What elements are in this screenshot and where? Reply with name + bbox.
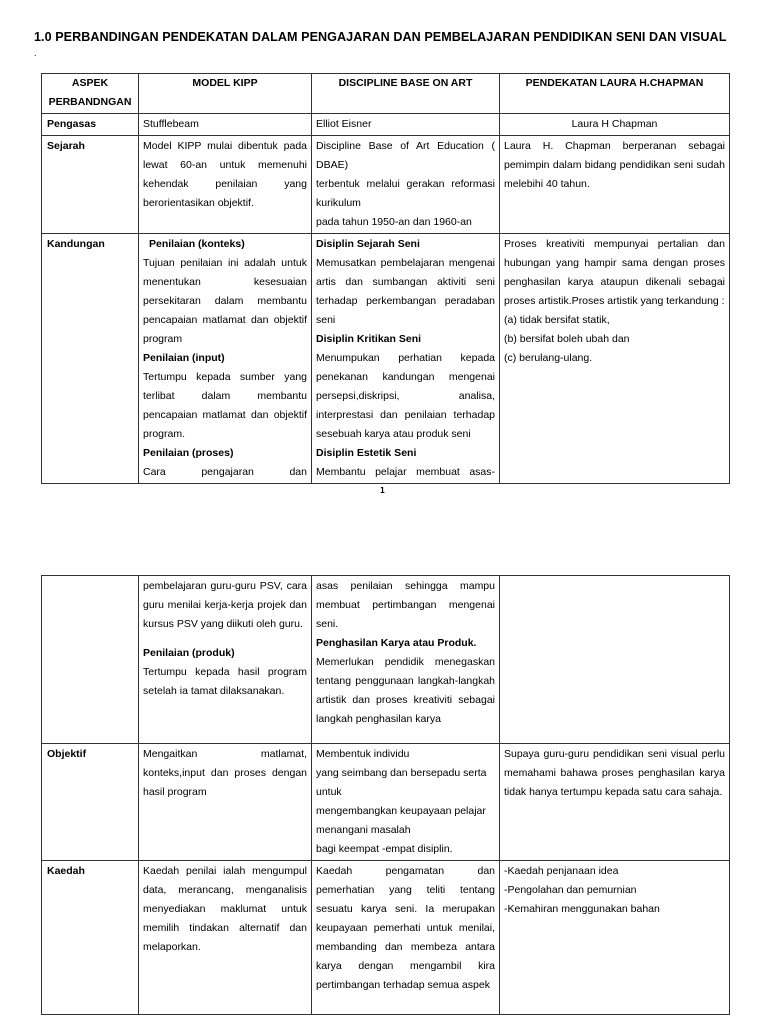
table-header-row (42, 74, 730, 114)
stray-dot: . (34, 48, 37, 58)
kipp-heading-input: Penilaian (input) (143, 352, 225, 364)
chapman-item-c: (c) berulang-ulang. (504, 352, 593, 364)
kandungan-dbae (312, 234, 500, 484)
row-objektif (42, 744, 730, 861)
kandungan-cont-kipp (139, 576, 312, 744)
chapman-item-b: (b) bersifat boleh ubah dan (504, 333, 630, 345)
kaedah-chapman-line-1: -Kaedah penjanaan idea (504, 865, 619, 877)
kandungan-cont-dbae (312, 576, 500, 744)
objektif-dbae-line-4: bagi keempat -empat disiplin. (316, 843, 453, 855)
kaedah-chapman (500, 861, 730, 1015)
sejarah-kipp: Model KIPP mulai dibentuk pada lewat 60-an untuk memenuhi kehendak penilaian yang berorientasikan objektif. (139, 136, 312, 234)
spacer (143, 634, 307, 644)
sejarah-dbae (312, 136, 500, 234)
dbae-text-estetik: Membantu pelajar membuat asas- (316, 466, 495, 478)
kipp-text-produk: Tertumpu kepada hasil program setelah ia tamat dilaksanakan. (143, 666, 307, 697)
kaedah-kipp: Kaedah penilai ialah mengumpul data, merancang, menganalisis menyediakan maklumat untuk memilih tindakan alternatif dan melaporkan. (139, 861, 312, 1015)
objektif-kipp: Mengaitkan matlamat, konteks,input dan proses dengan hasil program (139, 744, 312, 861)
dbae-text-sejarah: Memusatkan pembelajaran mengenai artis dan sumbangan aktiviti seni terhadap perkembangan peradaban seni (316, 257, 495, 326)
label-pengasas: Pengasas (42, 114, 139, 136)
row-pengasas (42, 114, 730, 136)
chapman-item-a: (a) tidak bersifat statik, (504, 314, 610, 326)
kipp-heading-konteks: Penilaian (konteks) (149, 238, 245, 250)
comparison-table-page-1 (41, 73, 730, 484)
sejarah-dbae-line-2: terbentuk melalui gerakan reformasi kurikulum (316, 178, 495, 209)
document-title: 1.0 PERBANDINGAN PENDEKATAN DALAM PENGAJARAN DAN PEMBELAJARAN PENDIDIKAN SENI DAN VISUAL (34, 30, 727, 44)
header-dbae: DISCIPLINE BASE ON ART (312, 74, 500, 114)
objektif-dbae-line-1: Membentuk individu (316, 748, 410, 760)
pengasas-dbae: Elliot Eisner (312, 114, 500, 136)
pengasas-chapman: Laura H Chapman (500, 114, 730, 136)
kaedah-dbae: Kaedah pengamatan dan pemerhatian yang teliti tentang sesuatu karya seni. Ia merupakan keupayaan pemerhati untuk menilai, membanding dan membeza antara karya dengan mengambil kira pertimbangan terhadap semua aspek (312, 861, 500, 1015)
row-kaedah (42, 861, 730, 1015)
objektif-dbae-line-2: yang seimbang dan bersepadu serta untuk (316, 767, 487, 798)
kandungan-cont-label (42, 576, 139, 744)
kipp-text-konteks: Tujuan penilaian ini adalah untuk menentukan kesesuaian persekitaran dalam membantu pencapaian matlamat dan objektif program (143, 257, 307, 345)
sejarah-dbae-line-3: pada tahun 1950-an dan 1960-an (316, 216, 472, 228)
dbae-heading-kritikan: Disiplin Kritikan Seni (316, 333, 422, 345)
kandungan-kipp (139, 234, 312, 484)
label-kaedah: Kaedah (42, 861, 139, 1015)
kipp-text-proses-cont: pembelajaran guru-guru PSV, cara guru menilai kerja-kerja projek dan kursus PSV yang diikuti oleh guru. (143, 580, 307, 630)
row-kandungan-continued (42, 576, 730, 744)
header-chapman: PENDEKATAN LAURA H.CHAPMAN (500, 74, 730, 114)
pengasas-kipp: Stufflebeam (139, 114, 312, 136)
row-sejarah (42, 136, 730, 234)
sejarah-chapman: Laura H. Chapman berperanan sebagai pemimpin dalam bidang pendidikan seni sudah melebihi 40 tahun. (500, 136, 730, 234)
sejarah-dbae-line-1: Discipline Base of Art Education ( DBAE) (316, 140, 495, 171)
kipp-heading-proses: Penilaian (proses) (143, 447, 234, 459)
dbae-text-penghasilan: Memerlukan pendidik menegaskan tentang penggunaan langkah-langkah artistik dan proses kreativiti sebagai langkah penghasilan karya (316, 656, 495, 725)
dbae-text-estetik-cont: asas penilaian sehingga mampu membuat pertimbangan mengenai seni. (316, 580, 495, 630)
label-objektif: Objektif (42, 744, 139, 861)
objektif-dbae (312, 744, 500, 861)
objektif-chapman: Supaya guru-guru pendidikan seni visual perlu memahami bahawa proses penghasilan karya tidak hanya tertumpu kepada satu cara sahaja. (500, 744, 730, 861)
dbae-heading-sejarah: Disiplin Sejarah Seni (316, 238, 420, 250)
kaedah-chapman-line-2: -Pengolahan dan pemurnian (504, 884, 637, 896)
header-kipp: MODEL KIPP (139, 74, 312, 114)
dbae-heading-penghasilan: Penghasilan Karya atau Produk. (316, 637, 477, 649)
dbae-heading-estetik: Disiplin Estetik Seni (316, 447, 417, 459)
label-kandungan: Kandungan (42, 234, 139, 484)
kipp-text-input: Tertumpu kepada sumber yang terlibat dalam membantu pencapaian matlamat dan objektif program. (143, 371, 307, 440)
label-sejarah: Sejarah (42, 136, 139, 234)
kipp-text-proses: Cara pengajaran dan (143, 466, 307, 478)
dbae-text-kritikan: Menumpukan perhatian kepada penekanan kandungan mengenai persepsi,diskripsi, analisa, interprestasi dan penilaian terhadap sesebuah karya atau produk seni (316, 352, 495, 440)
row-kandungan (42, 234, 730, 484)
objektif-dbae-line-3: mengembangkan keupayaan pelajar menangani masalah (316, 805, 486, 836)
page-number: 1 (380, 486, 385, 495)
comparison-table-page-2 (41, 575, 730, 1015)
kipp-heading-produk: Penilaian (produk) (143, 647, 235, 659)
kandungan-chapman (500, 234, 730, 484)
kandungan-cont-chapman (500, 576, 730, 744)
kaedah-chapman-line-3: -Kemahiran menggunakan bahan (504, 903, 660, 915)
chapman-text-kreativiti: Proses kreativiti mempunyai pertalian dan hubungan yang hampir sama dengan proses penghasilan karya ataupun dikenali sebagai proses artistik.Proses artistik yang terkandung : (504, 238, 725, 307)
header-aspect: ASPEK PERBANDNGAN (42, 74, 139, 114)
